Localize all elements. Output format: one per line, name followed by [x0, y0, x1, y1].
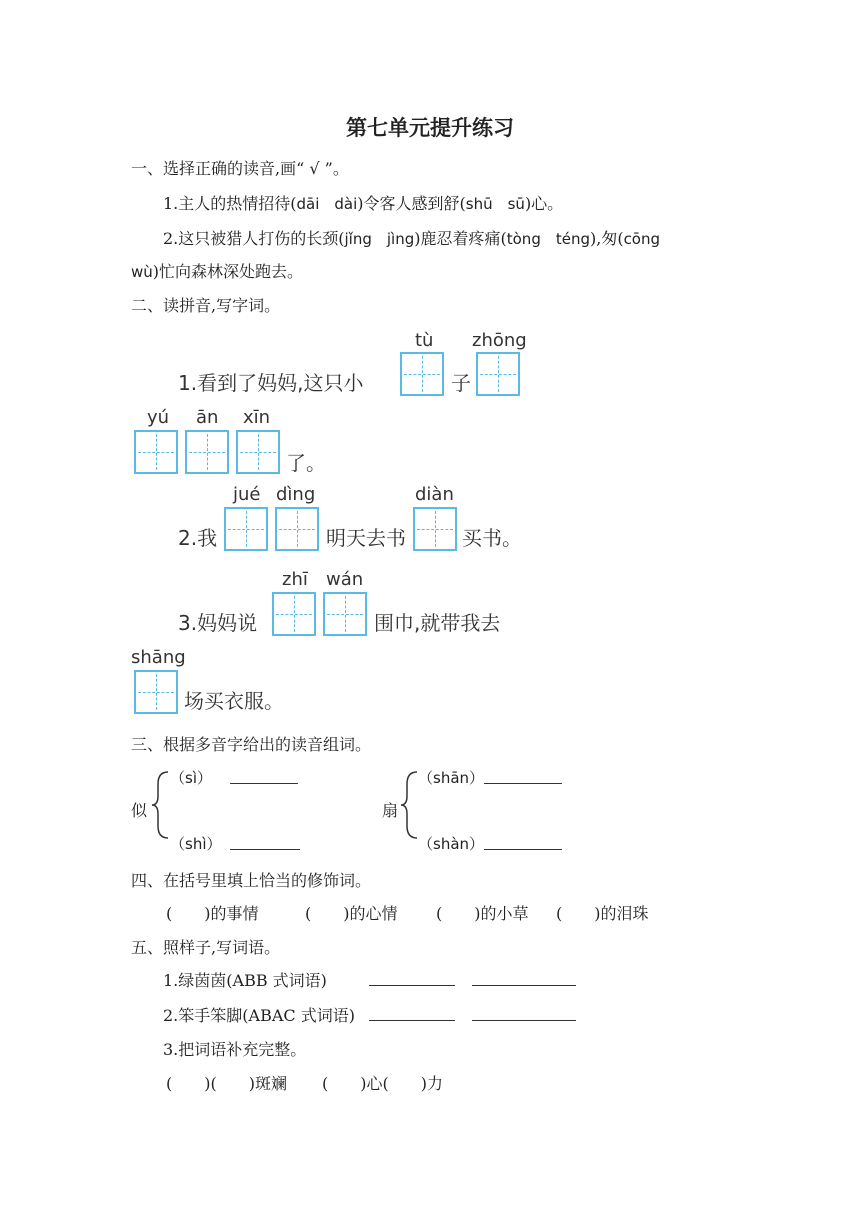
s5-question-1: 1.绿茵茵(ABB 式词语) [163, 971, 327, 990]
write-box[interactable] [134, 430, 178, 474]
polyphone-char-si: 似 [131, 801, 148, 820]
s1-question-2: 2.这只被猎人打伤的长颈(jǐng jìng)鹿忍着疼痛(tòng téng),匆(cōng [163, 229, 661, 248]
s2-line-3-b: 明天去书 [326, 526, 406, 550]
fill-item: ( )心( )力 [322, 1074, 443, 1093]
reading-shi: （shì） [170, 835, 222, 853]
write-box[interactable] [275, 507, 319, 551]
answer-line[interactable] [484, 783, 562, 784]
write-box[interactable] [134, 670, 178, 714]
answer-line[interactable] [369, 985, 455, 986]
reading-shan1: （shān） [418, 769, 485, 787]
pinyin-tu: tù [415, 330, 434, 351]
section-2-heading: 二、读拼音,写字词。 [131, 296, 281, 315]
reading-shan4: （shàn） [418, 835, 485, 853]
polyphone-char-shan: 扇 [382, 801, 399, 820]
section-4-heading: 四、在括号里填上恰当的修饰词。 [131, 871, 372, 890]
s2-line-2-end: 了。 [286, 451, 326, 475]
pinyin-shang: shāng [131, 647, 186, 668]
pinyin-zhi: zhī [282, 569, 308, 590]
answer-line[interactable] [230, 783, 298, 784]
s1-question-2-cont: wù)忙向森林深处跑去。 [131, 262, 304, 281]
answer-line[interactable] [369, 1020, 455, 1021]
write-box[interactable] [272, 592, 316, 636]
pinyin-an: ān [196, 407, 219, 428]
write-box[interactable] [236, 430, 280, 474]
write-box[interactable] [185, 430, 229, 474]
s1-question-1: 1.主人的热情招待(dāi dài)令客人感到舒(shū sū)心。 [163, 194, 564, 213]
section-5-heading: 五、照样子,写词语。 [131, 938, 281, 957]
modifier-item: ( )的小草 [436, 904, 529, 923]
s2-line-5-end: 场买衣服。 [184, 689, 284, 713]
page-title: 第七单元提升练习 [346, 116, 514, 140]
pinyin-yu: yú [147, 407, 170, 428]
answer-line[interactable] [230, 849, 300, 850]
pinyin-zhong: zhōng [472, 330, 527, 351]
modifier-item: ( )的泪珠 [556, 904, 649, 923]
pinyin-jue: jué [233, 484, 261, 505]
write-box[interactable] [400, 352, 444, 396]
answer-line[interactable] [472, 985, 576, 986]
pinyin-dian: diàn [415, 484, 454, 505]
s5-question-2: 2.笨手笨脚(ABAC 式词语) [163, 1006, 355, 1025]
s2-line-3-c: 买书。 [462, 526, 522, 550]
pinyin-wan: wán [326, 569, 364, 590]
brace-icon [150, 770, 172, 840]
s2-line-1-mid: 子 [451, 371, 471, 395]
s2-line-4-b: 围巾,就带我去 [374, 611, 501, 635]
modifier-item: ( )的心情 [305, 904, 398, 923]
write-box[interactable] [476, 352, 520, 396]
section-1-heading: 一、选择正确的读音,画“ √ ”。 [131, 159, 349, 178]
modifier-item: ( )的事情 [166, 904, 259, 923]
s2-line-1-text: 1.看到了妈妈,这只小 [178, 371, 364, 395]
pinyin-xin: xīn [243, 407, 271, 428]
s5-question-3: 3.把词语补充完整。 [163, 1040, 307, 1059]
s2-line-4-a: 3.妈妈说 [178, 611, 258, 635]
pinyin-ding: dìng [276, 484, 316, 505]
section-3-heading: 三、根据多音字给出的读音组词。 [131, 735, 372, 754]
write-box[interactable] [224, 507, 268, 551]
fill-item: ( )( )斑斓 [166, 1074, 287, 1093]
answer-line[interactable] [484, 849, 562, 850]
write-box[interactable] [323, 592, 367, 636]
answer-line[interactable] [472, 1020, 576, 1021]
reading-si: （sì） [170, 769, 212, 787]
s2-line-3-a: 2.我 [178, 526, 218, 550]
write-box[interactable] [413, 507, 457, 551]
